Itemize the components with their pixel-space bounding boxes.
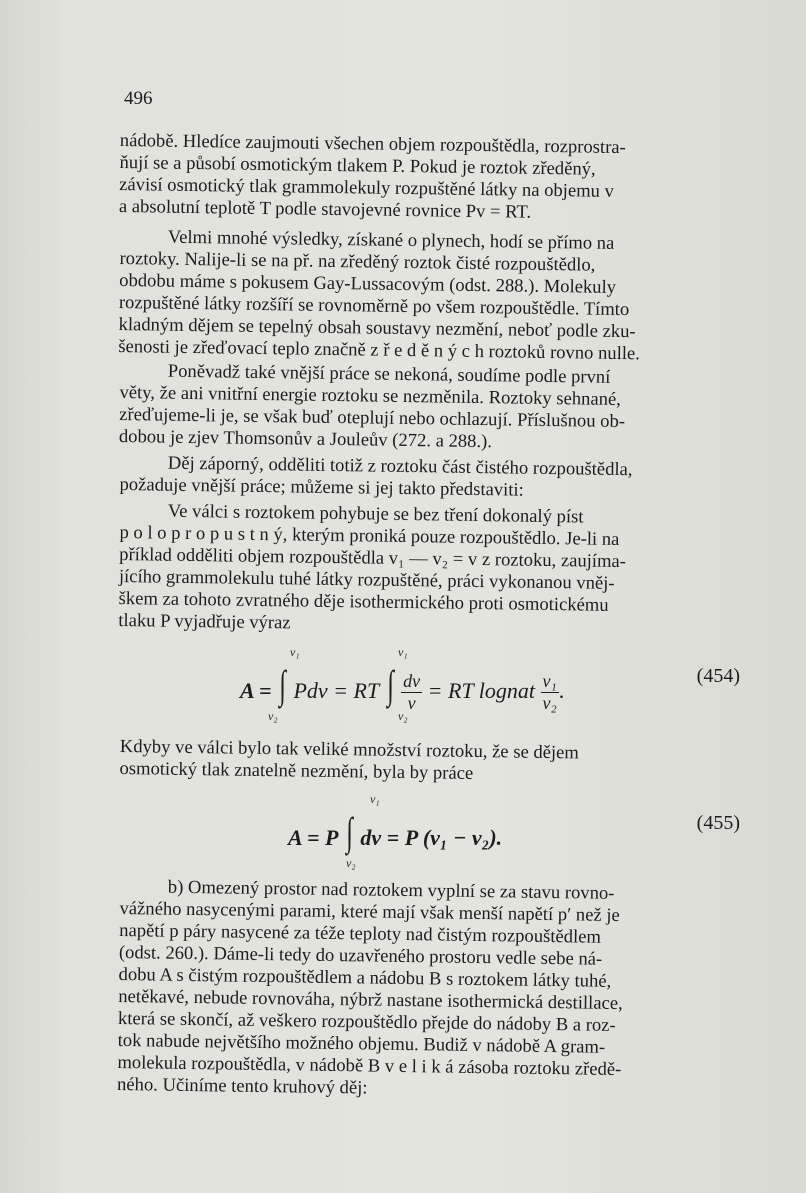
integral-upper-limit: v₁: [370, 792, 380, 806]
integral-upper-limit: v₁: [398, 645, 408, 659]
text-line: p o l o p r o p u s t n ý, kterým proniká pouze rozpouštědlo. Je-li na: [119, 521, 620, 550]
paragraph-6: [119, 736, 740, 789]
text-line: netěkavé, nebude rovnováha, nýbrž nastane isothermická destillace,: [118, 985, 623, 1015]
eq-rhs: = RT lognat: [427, 678, 536, 703]
page-number: 496: [124, 88, 153, 109]
text-line: Děj záporný, odděliti totiž z roztoku část čistého rozpouštědla,: [167, 452, 633, 481]
text-line: příklad odděliti objem rozpouštědla v₁ — v₂ = v z roztoku, zaujíma-: [119, 543, 627, 573]
paragraph-4: [119, 452, 740, 505]
equation-454: [240, 645, 740, 725]
fraction-numerator: dv: [403, 671, 421, 692]
text-line: Poněvadž také vnější práce se nekoná, soudíme podle první: [167, 360, 611, 388]
fraction-numerator: v₁: [542, 671, 557, 692]
fraction-denominator: v₂: [542, 693, 557, 714]
paragraph-1: [119, 130, 740, 227]
text-line: požaduje vnější práce; můžeme si jej takto představiti:: [119, 473, 524, 501]
equation-number: (454): [696, 665, 740, 687]
text-line: šenosti je zřeďovací teplo značně z ř e d ě n ý c h roztoků rovno nulle.: [118, 335, 641, 365]
integral-lower-limit: v₂: [398, 709, 408, 723]
text-line: dobou je zjev Thomsonův a Jouleův (272. a 288.).: [118, 425, 493, 453]
eq-integrand: Pdv = RT: [293, 678, 380, 703]
eq-lhs: A =: [240, 678, 272, 703]
integral-sign: ∫: [346, 809, 353, 854]
text-line: roztoky. Nalije-li se na př. na zředěný roztok čisté rozpouštědlo,: [119, 247, 596, 276]
text-line: b) Omezený prostor nad roztokem vyplní se za stavu rovno-: [167, 876, 615, 904]
text-line: která se skončí, až veškero rozpouštědlo přejde do nádoby B a roz-: [117, 1007, 616, 1036]
text-line: jícího grammolekulu tuhé látky rozpuštěné, práci vykonanou vněj-: [118, 565, 615, 594]
text-line: nádobě. Hledíce zaujmouti všechen objem rozpouštědla, rozprostra-: [119, 130, 626, 159]
equation-455: [288, 792, 740, 872]
text-line: zřeďujeme-li je, se však buď oteplují nebo ochlazují. Příslušnou ob-: [119, 403, 626, 433]
eq-integrand: dv = P (v₁ − v₂).: [360, 825, 503, 850]
text-line: Ve válci s roztokem pohybuje se bez tření dokonalý píst: [167, 500, 584, 528]
integral-lower-limit: v₂: [268, 709, 278, 723]
paragraph-5: [118, 500, 740, 641]
text-line: věty, že ani vnitřní energie roztoku se nezměnila. Roztoky sehnané,: [119, 381, 621, 410]
text-line: tlaku P vyjadřuje výraz: [118, 609, 291, 634]
paragraph-7: [117, 876, 740, 1105]
paragraph-3: [119, 360, 740, 457]
eq-lhs: A = P: [288, 825, 339, 850]
text-line: dobu A s čistým rozpouštědlem a nádobu B s roztokem látky tuhé,: [118, 963, 612, 992]
equation-body: [288, 809, 503, 854]
text-line: molekula rozpouštědla, v nádobě B v e l i k á zásoba roztoku zředě-: [117, 1051, 622, 1081]
integral-lower-limit: v₂: [346, 856, 356, 870]
integral-sign: ∫: [386, 662, 394, 707]
text-line: vážného nasycenými parami, které mají však menší napětí p′ než je: [119, 897, 620, 926]
integral-sign: ∫: [279, 662, 286, 707]
text-line: (odst. 260.). Dáme-li tedy do uzavřeného prostoru vedle sebe ná-: [118, 941, 603, 970]
equation-number: (455): [696, 812, 740, 834]
paragraph-2: [118, 226, 740, 367]
text-line: závisí osmotický tlak grammolekuly rozpuštěné látky na objemu v: [119, 173, 615, 202]
text-line: ňují se a působí osmotickým tlakem P. Pokud je roztok zředěný,: [119, 151, 596, 180]
text-line: Velmi mnohé výsledky, získané o plynech, hodí se přímo na: [167, 226, 615, 254]
equation-body: A = ∫ Pdv = RT ∫ $\frac{dv}{v}$ = RT lognat $\frac{\text{v₁}}{\text{v₂}}$ .: [240, 662, 565, 714]
integral-upper-limit: v₁: [290, 645, 300, 659]
text-line: tok nabude největšího možného objemu. Budiž v nádobě A gram-: [117, 1029, 606, 1058]
text-line: a absolutní teplotě T podle stavojevné rovnice Pv = RT.: [118, 195, 532, 223]
fraction: [401, 671, 422, 714]
text-line: kladným dějem se tepelný obsah soustavy nezmění, neboť podle zku-: [118, 313, 636, 343]
fraction: [541, 671, 559, 714]
text-line: ného. Učiníme tento kruhový děj:: [116, 1073, 368, 1099]
text-line: obdobu máme s pokusem Gay-Lussacovým (odst. 288.). Molekuly: [119, 269, 617, 298]
text-line: rozpuštěné látky rozšíří se rovnoměrně po všem rozpouštědle. Tímto: [118, 291, 630, 321]
text-line: Kdyby ve válci bylo tak veliké množství roztoku, že se dějem: [119, 736, 580, 764]
text-line: osmotický tlak znatelně nezmění, byla by práce: [119, 757, 474, 784]
fraction-denominator: v: [407, 693, 416, 714]
text-line: škem za tohoto zvratného děje isothermického proti osmotickému: [118, 587, 609, 616]
text-line: napětí p páry nasycené za téže teploty nad čistým rozpouštědlem: [119, 919, 602, 948]
